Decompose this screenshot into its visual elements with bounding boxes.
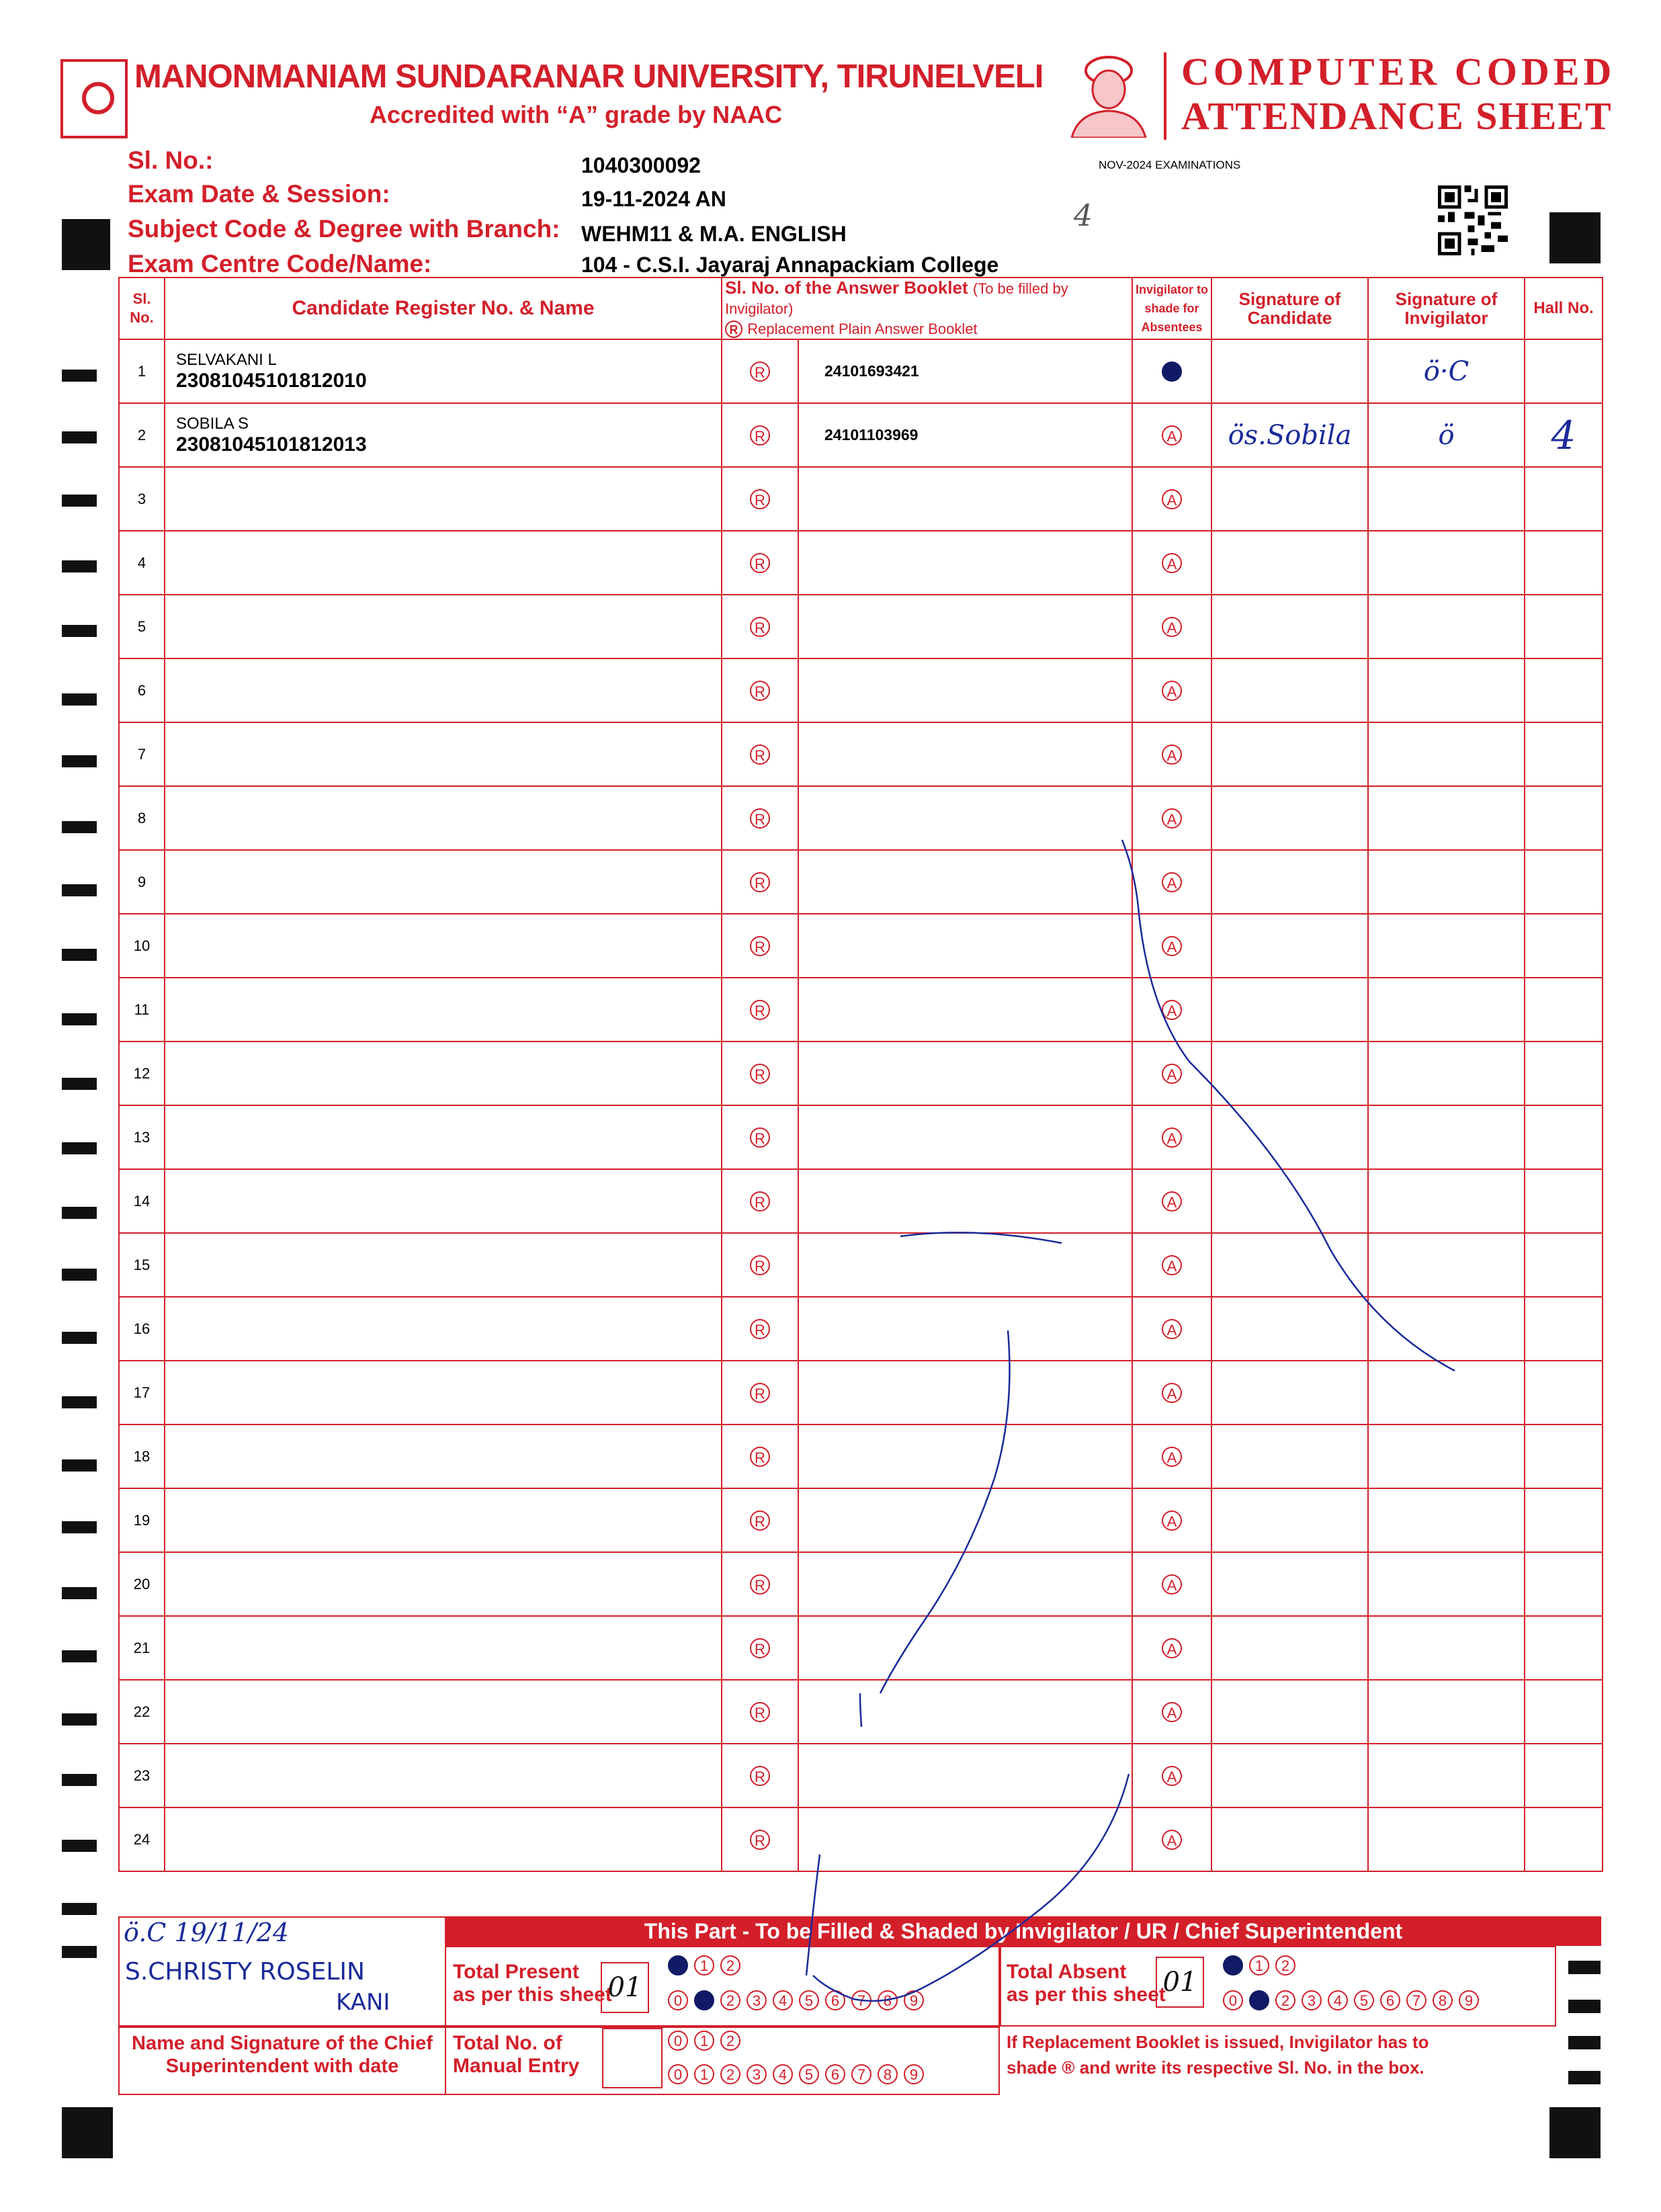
present-units-bubble[interactable]: 7 — [851, 1990, 871, 2010]
absent-bubble[interactable]: A — [1162, 1255, 1182, 1275]
booklet-no-cell[interactable] — [798, 722, 1132, 786]
candidate-register-no: 23081045101812010 — [176, 369, 367, 392]
booklet-no-cell[interactable] — [798, 658, 1132, 722]
row-sl-no: 8 — [119, 786, 165, 850]
table-row — [119, 595, 1603, 658]
manual-units-bubble[interactable]: 0 — [668, 2064, 688, 2084]
replacement-bubble[interactable]: R — [750, 1383, 770, 1403]
invigilator-signature-cell[interactable] — [1368, 658, 1525, 722]
manual-units-bubble[interactable]: 3 — [747, 2064, 767, 2084]
university-logo — [60, 59, 128, 138]
table-row — [119, 531, 1603, 595]
hall-no-cell[interactable] — [1525, 1041, 1603, 1105]
candidate-cell — [165, 914, 722, 978]
sheet-title-line1: COMPUTER CODED — [1181, 50, 1616, 93]
absent-bubble[interactable]: A — [1162, 936, 1182, 956]
row-sl-no: 22 — [119, 1680, 165, 1744]
booklet-no-cell[interactable] — [798, 595, 1132, 658]
absent-bubble[interactable]: A — [1162, 1766, 1182, 1786]
timing-mark — [62, 755, 97, 767]
absent-bubble-cell[interactable] — [1132, 595, 1211, 658]
handwritten-mark: 4 — [1074, 199, 1093, 233]
absent-bubble[interactable]: A — [1162, 745, 1182, 765]
candidate-cell — [165, 403, 722, 467]
absent-bubble-cell[interactable] — [1132, 339, 1211, 403]
absent-units-bubble[interactable]: 5 — [1354, 1990, 1374, 2010]
hall-no-cell[interactable] — [1525, 1424, 1603, 1488]
absent-bubble[interactable]: A — [1162, 1702, 1182, 1722]
ink-strokes — [773, 833, 1458, 2123]
centre-label: Exam Centre Code/Name: — [128, 250, 432, 278]
row-sl-no: 15 — [119, 1233, 165, 1297]
total-present-entry[interactable] — [601, 1962, 649, 2013]
hall-no: 4 — [1551, 412, 1576, 458]
present-units-bubble[interactable]: 6 — [825, 1990, 845, 2010]
hall-no-cell[interactable] — [1525, 1361, 1603, 1424]
replacement-note-2: shade ® and write its respective Sl. No. in the box. — [1007, 2057, 1424, 2078]
replacement-note-1: If Replacement Booklet is issued, Invigilator has to — [1007, 2032, 1429, 2052]
total-present-label-1: Total Present — [453, 1961, 579, 1983]
timing-mark — [62, 370, 97, 382]
manual-tens-bubble[interactable]: 1 — [694, 2031, 714, 2051]
hall-no-cell[interactable] — [1525, 786, 1603, 850]
replacement-bubble[interactable]: R — [750, 745, 770, 765]
present-units-bubble[interactable]: 2 — [720, 1990, 740, 2010]
present-units-bubble[interactable]: 4 — [773, 1990, 793, 2010]
timing-mark — [62, 1207, 97, 1219]
candidate-cell — [165, 595, 722, 658]
candidate-name: SOBILA S — [176, 414, 249, 433]
present-units-bubble[interactable]: 9 — [904, 1990, 924, 2010]
row-sl-no: 7 — [119, 722, 165, 786]
absent-bubble[interactable]: A — [1162, 872, 1182, 892]
r-symbol-icon: R — [725, 321, 742, 338]
row-sl-no: 4 — [119, 531, 165, 595]
booklet-no-cell[interactable] — [798, 467, 1132, 531]
timing-mark — [62, 1840, 97, 1852]
candidate-signature-cell[interactable] — [1211, 595, 1368, 658]
replacement-bubble[interactable]: R — [750, 681, 770, 701]
candidate-cell — [165, 850, 722, 914]
manual-units-bubble[interactable]: 2 — [720, 2064, 740, 2084]
subject-label: Subject Code & Degree with Branch: — [128, 215, 560, 243]
candidate-cell — [165, 1424, 722, 1488]
col-sl-header: Sl. No. — [119, 278, 165, 339]
present-units-bubble[interactable]: 5 — [799, 1990, 819, 2010]
timing-mark-right — [1568, 1961, 1601, 1974]
replacement-bubble[interactable]: R — [750, 1128, 770, 1148]
row-sl-no: 17 — [119, 1361, 165, 1424]
hall-no-cell[interactable] — [1525, 1297, 1603, 1361]
hall-no-cell[interactable] — [1525, 1233, 1603, 1297]
total-present-value: 01 — [607, 1972, 642, 2003]
timing-mark-right — [1568, 2000, 1601, 2013]
timing-mark — [62, 1713, 97, 1726]
present-tens-bubble[interactable]: 2 — [720, 1955, 740, 1975]
header-divider — [1164, 52, 1166, 140]
candidate-cell — [165, 467, 722, 531]
absent-tens-bubble[interactable]: 1 — [1249, 1955, 1269, 1975]
replacement-bubble-cell[interactable] — [722, 403, 798, 467]
exam-date-label: Exam Date & Session: — [128, 180, 390, 208]
hall-no-cell[interactable] — [1525, 658, 1603, 722]
manual-units-bubble[interactable]: 7 — [851, 2064, 871, 2084]
candidate-cell — [165, 1233, 722, 1297]
absent-bubble[interactable]: A — [1162, 1447, 1182, 1467]
replacement-bubble[interactable]: R — [750, 1319, 770, 1339]
timing-mark — [62, 884, 97, 896]
invigilator-signature-cell[interactable] — [1368, 595, 1525, 658]
corner-mark-bottom-left — [62, 2107, 113, 2158]
hall-no-cell[interactable] — [1525, 1169, 1603, 1233]
present-units-bubble[interactable]: 3 — [747, 1990, 767, 2010]
manual-entry-label-1: Total No. of — [453, 2032, 562, 2054]
candidate-cell — [165, 1169, 722, 1233]
invigilator-signature-cell[interactable] — [1368, 722, 1525, 786]
row-sl-no: 18 — [119, 1424, 165, 1488]
hall-no-cell[interactable] — [1525, 1616, 1603, 1680]
present-units-bubble[interactable]: 0 — [668, 1990, 688, 2010]
absent-bubble[interactable]: A — [1162, 617, 1182, 637]
replacement-bubble[interactable]: R — [750, 808, 770, 828]
candidate-cell — [165, 1616, 722, 1680]
replacement-bubble[interactable]: R — [750, 1064, 770, 1084]
absent-tens-bubble[interactable]: 2 — [1275, 1955, 1295, 1975]
row-sl-no: 20 — [119, 1552, 165, 1616]
absent-bubble-cell[interactable] — [1132, 403, 1211, 467]
candidate-signature-cell[interactable] — [1211, 722, 1368, 786]
timing-mark — [62, 1587, 97, 1599]
candidate-register-no: 23081045101812013 — [176, 433, 367, 456]
absent-bubble[interactable]: A — [1162, 1383, 1182, 1403]
absent-bubble[interactable]: A — [1162, 553, 1182, 573]
candidate-cell — [165, 1680, 722, 1744]
total-absent-value: 01 — [1162, 1967, 1197, 1998]
absent-bubble[interactable]: A — [1162, 1638, 1182, 1658]
timing-mark — [62, 1269, 97, 1281]
row-sl-no: 11 — [119, 978, 165, 1041]
subject-value: WEHM11 & M.A. ENGLISH — [581, 222, 847, 246]
hall-no-cell[interactable] — [1525, 403, 1603, 467]
hall-no-cell[interactable] — [1525, 595, 1603, 658]
replacement-bubble-cell[interactable] — [722, 339, 798, 403]
candidate-cell — [165, 658, 722, 722]
candidate-cell — [165, 1807, 722, 1871]
hall-no-cell[interactable] — [1525, 1105, 1603, 1169]
candidate-signature-cell[interactable] — [1211, 658, 1368, 722]
booklet-no-cell[interactable] — [798, 339, 1132, 403]
row-sl-no: 12 — [119, 1041, 165, 1105]
exam-date-value: 19-11-2024 AN — [581, 187, 726, 211]
sheet-title-line2: ATTENDANCE SHEET — [1181, 94, 1613, 138]
table-row — [119, 339, 1603, 403]
replacement-bubble[interactable]: R — [750, 1255, 770, 1275]
candidate-cell — [165, 786, 722, 850]
present-units-bubble[interactable] — [694, 1990, 714, 2010]
col-sig-candidate-header: Signature of Candidate — [1211, 278, 1368, 339]
replacement-bubble[interactable]: R — [750, 1447, 770, 1467]
chief-name-line2: KANI — [336, 1989, 390, 2016]
manual-units-bubble[interactable]: 9 — [904, 2064, 924, 2084]
absent-bubble[interactable]: A — [1162, 681, 1182, 701]
candidate-cell — [165, 978, 722, 1041]
col-candidate-header: Candidate Register No. & Name — [165, 278, 722, 339]
timing-mark — [62, 625, 97, 637]
present-tens-bubble[interactable]: 1 — [694, 1955, 714, 1975]
replacement-bubble-cell[interactable] — [722, 467, 798, 531]
invigilator-signature: ö·C — [1423, 355, 1470, 387]
timing-mark — [62, 821, 97, 833]
sl-no-label: Sl. No.: — [128, 146, 214, 174]
founder-portrait-icon — [1065, 50, 1152, 138]
row-sl-no: 14 — [119, 1169, 165, 1233]
replacement-bubble[interactable]: R — [750, 1766, 770, 1786]
absent-bubble[interactable]: A — [1162, 489, 1182, 509]
timing-mark — [62, 1521, 97, 1533]
timing-mark — [62, 1459, 97, 1472]
hall-no-cell[interactable] — [1525, 531, 1603, 595]
col-hall-header: Hall No. — [1525, 278, 1603, 339]
row-sl-no: 19 — [119, 1488, 165, 1552]
booklet-header-main: Sl. No. of the Answer Booklet — [725, 278, 968, 298]
candidate-cell — [165, 339, 722, 403]
table-row — [119, 658, 1603, 722]
chief-signature-date: ö.C 19/11/24 — [124, 1918, 290, 1947]
candidate-cell — [165, 1488, 722, 1552]
replacement-bubble[interactable]: R — [750, 553, 770, 573]
timing-mark — [62, 693, 97, 706]
exam-session-label: NOV-2024 EXAMINATIONS — [1099, 159, 1241, 171]
present-units-bubble[interactable]: 8 — [878, 1990, 898, 2010]
manual-units-bubble[interactable]: 5 — [799, 2064, 819, 2084]
invigilator-signature-cell[interactable] — [1368, 531, 1525, 595]
booklet-header-note: (To be filled by Invigilator) — [725, 280, 1068, 317]
absent-bubble[interactable] — [1162, 361, 1182, 382]
chief-label: Name and Signature of the Chief Superintendent with date — [132, 2033, 433, 2077]
hall-no-cell[interactable] — [1525, 914, 1603, 978]
invigilator-signature-cell[interactable] — [1368, 467, 1525, 531]
candidate-signature-cell[interactable] — [1211, 403, 1368, 467]
timing-mark — [62, 1774, 97, 1786]
candidate-signature-cell[interactable] — [1211, 467, 1368, 531]
row-sl-no: 1 — [119, 339, 165, 403]
hall-no-cell[interactable] — [1525, 978, 1603, 1041]
candidate-signature: ös.Sobila — [1228, 419, 1352, 451]
table-row — [119, 467, 1603, 531]
absent-units-bubble[interactable]: 7 — [1406, 1990, 1426, 2010]
absent-bubble-cell[interactable] — [1132, 722, 1211, 786]
row-sl-no: 23 — [119, 1744, 165, 1807]
replacement-bubble-cell[interactable] — [722, 531, 798, 595]
total-absent-label-1: Total Absent — [1007, 1961, 1127, 1983]
sl-no-value: 1040300092 — [581, 153, 701, 177]
replacement-bubble[interactable]: R — [750, 872, 770, 892]
qr-code-icon — [1438, 185, 1508, 255]
sheet-title — [1181, 50, 1615, 138]
col-sig-invigilator-header: Signature of Invigilator — [1368, 278, 1525, 339]
candidate-cell — [165, 1361, 722, 1424]
hall-no-cell[interactable] — [1525, 1680, 1603, 1744]
timing-mark — [62, 431, 97, 443]
absent-bubble-cell[interactable] — [1132, 467, 1211, 531]
invigilator-signature: ö — [1438, 419, 1455, 451]
replacement-bubble[interactable]: R — [750, 1511, 770, 1531]
timing-mark-right — [1568, 2036, 1601, 2049]
candidate-cell — [165, 1744, 722, 1807]
invigilator-signature-cell[interactable] — [1368, 339, 1525, 403]
row-sl-no: 6 — [119, 658, 165, 722]
absent-units-bubble[interactable]: 8 — [1433, 1990, 1453, 2010]
corner-mark-top-right — [1549, 212, 1601, 263]
absent-bubble[interactable]: A — [1162, 1128, 1182, 1148]
table-header-row — [119, 278, 1603, 339]
candidate-signature-cell[interactable] — [1211, 531, 1368, 595]
timing-mark — [62, 1903, 97, 1915]
absent-units-bubble[interactable]: 3 — [1302, 1990, 1322, 2010]
manual-units-bubble[interactable]: 1 — [694, 2064, 714, 2084]
absent-bubble[interactable]: A — [1162, 1319, 1182, 1339]
replacement-bubble[interactable]: R — [750, 1574, 770, 1594]
absent-bubble-cell[interactable] — [1132, 531, 1211, 595]
row-sl-no: 24 — [119, 1807, 165, 1871]
replacement-bubble[interactable]: R — [750, 617, 770, 637]
manual-entry-label-2: Manual Entry — [453, 2055, 580, 2077]
replacement-bubble-cell[interactable] — [722, 658, 798, 722]
present-tens-bubble[interactable] — [668, 1955, 688, 1975]
timing-mark — [62, 949, 97, 961]
hall-no-cell[interactable] — [1525, 1807, 1603, 1871]
absent-units-bubble[interactable]: 4 — [1328, 1990, 1348, 2010]
replacement-bubble[interactable]: R — [750, 1000, 770, 1020]
booklet-no-cell[interactable] — [798, 403, 1132, 467]
hall-no-cell[interactable] — [1525, 467, 1603, 531]
replacement-bubble[interactable]: R — [750, 936, 770, 956]
table-row — [119, 403, 1603, 467]
candidate-cell — [165, 722, 722, 786]
manual-tens-bubble[interactable]: 0 — [668, 2031, 688, 2051]
candidate-cell — [165, 1041, 722, 1105]
hall-no-cell[interactable] — [1525, 1552, 1603, 1616]
manual-units-bubble[interactable]: 6 — [825, 2064, 845, 2084]
manual-entry-field[interactable] — [602, 2028, 663, 2088]
absent-bubble[interactable]: A — [1162, 1000, 1182, 1020]
manual-units-bubble[interactable]: 8 — [878, 2064, 898, 2084]
absent-bubble[interactable]: A — [1162, 808, 1182, 828]
absent-bubble[interactable]: A — [1162, 1191, 1182, 1211]
total-absent-label-2: as per this sheet — [1007, 1984, 1166, 2006]
timing-mark — [62, 1013, 97, 1025]
chief-name-line1: S.CHRISTY ROSELIN — [125, 1958, 365, 1986]
row-sl-no: 10 — [119, 914, 165, 978]
emblem-icon — [82, 82, 114, 114]
absent-bubble-cell[interactable] — [1132, 658, 1211, 722]
timing-mark — [62, 1078, 97, 1090]
absent-units-bubble[interactable]: 2 — [1275, 1990, 1295, 2010]
col-booklet-header — [722, 278, 1132, 339]
manual-units-bubble[interactable]: 4 — [773, 2064, 793, 2084]
corner-mark-bottom-right — [1549, 2107, 1601, 2158]
table-row — [119, 722, 1603, 786]
absent-bubble[interactable]: A — [1162, 1574, 1182, 1594]
absent-bubble[interactable]: A — [1162, 425, 1182, 445]
timing-mark — [62, 560, 97, 572]
row-sl-no: 16 — [119, 1297, 165, 1361]
timing-mark — [62, 1396, 97, 1408]
bottom-banner: This Part - To be Filled & Shaded by Invigilator / UR / Chief Superintendent — [445, 1916, 1601, 1946]
replacement-bubble-cell[interactable] — [722, 595, 798, 658]
candidate-cell — [165, 1297, 722, 1361]
replacement-bubble[interactable]: R — [750, 1830, 770, 1850]
absent-units-bubble[interactable]: 0 — [1223, 1990, 1243, 2010]
candidate-cell — [165, 1552, 722, 1616]
absent-bubble[interactable]: A — [1162, 1830, 1182, 1850]
replacement-bubble[interactable]: R — [750, 489, 770, 509]
manual-tens-bubble[interactable]: 2 — [720, 2031, 740, 2051]
candidate-cell — [165, 1105, 722, 1169]
row-sl-no: 2 — [119, 403, 165, 467]
col-absent-header: Invigilator to shade for Absentees — [1132, 278, 1211, 339]
total-present-label-2: as per this sheet — [453, 1984, 612, 2006]
timing-mark-right — [1568, 2071, 1601, 2084]
timing-mark — [62, 1142, 97, 1154]
candidate-signature-cell[interactable] — [1211, 339, 1368, 403]
booklet-no-cell[interactable] — [798, 531, 1132, 595]
hall-no-cell[interactable] — [1525, 1744, 1603, 1807]
hall-no-cell[interactable] — [1525, 722, 1603, 786]
row-sl-no: 9 — [119, 850, 165, 914]
replacement-bubble[interactable]: R — [750, 425, 770, 445]
hall-no-cell[interactable] — [1525, 850, 1603, 914]
absent-bubble[interactable]: A — [1162, 1511, 1182, 1531]
timing-mark — [62, 1332, 97, 1344]
accreditation-text: Accredited with “A” grade by NAAC — [370, 101, 783, 128]
hall-no-cell[interactable] — [1525, 339, 1603, 403]
timing-mark — [62, 1946, 97, 1958]
candidate-name: SELVAKANI L — [176, 350, 277, 369]
row-sl-no: 13 — [119, 1105, 165, 1169]
corner-mark-top-left — [62, 219, 110, 270]
booklet-no: 24101693421 — [824, 362, 919, 380]
university-name: MANONMANIAM SUNDARANAR UNIVERSITY, TIRUNELVELI — [134, 58, 1044, 95]
absent-units-bubble[interactable]: 9 — [1459, 1990, 1479, 2010]
hall-no-cell[interactable] — [1525, 1488, 1603, 1552]
absent-units-bubble[interactable]: 6 — [1380, 1990, 1400, 2010]
replacement-bubble[interactable]: R — [750, 361, 770, 382]
candidate-cell — [165, 531, 722, 595]
replacement-bubble[interactable]: R — [750, 1702, 770, 1722]
row-sl-no: 3 — [119, 467, 165, 531]
timing-mark — [62, 1650, 97, 1662]
booklet-no: 24101103969 — [824, 426, 919, 443]
booklet-header-sub: Replacement Plain Answer Booklet — [747, 321, 978, 337]
replacement-bubble-cell[interactable] — [722, 722, 798, 786]
centre-value: 104 - C.S.I. Jayaraj Annapackiam College — [581, 253, 999, 277]
invigilator-signature-cell[interactable] — [1368, 403, 1525, 467]
row-sl-no: 5 — [119, 595, 165, 658]
replacement-bubble[interactable]: R — [750, 1638, 770, 1658]
absent-bubble[interactable]: A — [1162, 1064, 1182, 1084]
row-sl-no: 21 — [119, 1616, 165, 1680]
replacement-bubble[interactable]: R — [750, 1191, 770, 1211]
timing-mark — [62, 495, 97, 507]
